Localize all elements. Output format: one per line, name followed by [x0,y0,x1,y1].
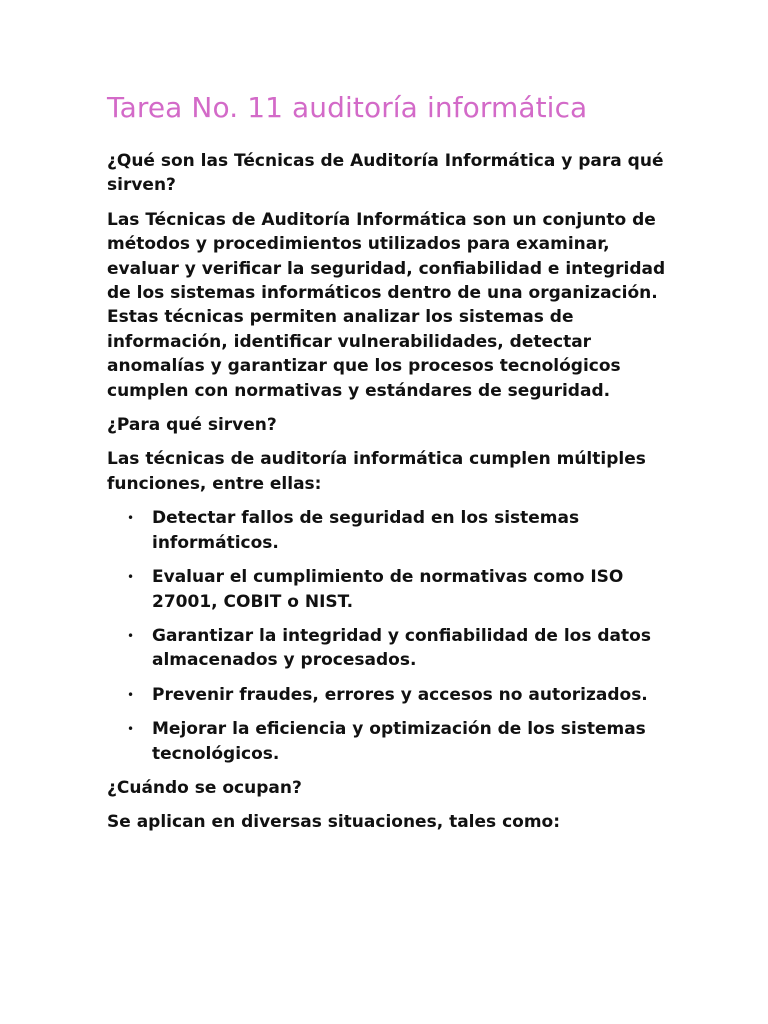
list-item [107,624,677,673]
paragraph-functions-intro: Las técnicas de auditoría informática cumplen múltiples funciones, entre ellas: [107,449,646,494]
list-item [107,683,677,707]
page-title: Tarea No. 11 auditoría informática [107,91,588,124]
document-page [107,88,677,845]
list-item-text: Prevenir fraudes, errores y accesos no autorizados. [152,684,648,705]
question-when-used: ¿Cuándo se ocupan? [107,777,302,798]
list-item [107,717,677,766]
bullet-dot-icon: • [127,628,135,643]
bullet-dot-icon: • [127,511,135,526]
list-item-text: Mejorar la eficiencia y optimización de los sistemas tecnológicos. [152,719,646,764]
list-item [107,506,677,555]
question-what-for: ¿Para qué sirven? [107,415,277,436]
list-item-text: Evaluar el cumplimiento de normativas como ISO 27001, COBIT o NIST. [152,567,624,612]
bullet-dot-icon: • [127,722,135,737]
list-item [107,565,677,614]
bullet-dot-icon: • [127,687,135,702]
functions-list [107,506,677,766]
bullet-dot-icon: • [127,570,135,585]
paragraph-definition: Las Técnicas de Auditoría Informática son un conjunto de métodos y procedimientos utilizados para examinar, evaluar y verificar la seguridad, confiabilidad e integridad de los sistemas informáticos dentro de una organización. Estas técnicas permiten analizar los sistemas de información, identificar vulnerabilidades, detectar anomalías y garantizar que los procesos tecnológicos cumplen con normativas y estándares de seguridad. [107,209,666,401]
list-item-text: Detectar fallos de seguridad en los sistemas informáticos. [152,508,580,553]
list-item-text: Garantizar la integridad y confiabilidad de los datos almacenados y procesados. [152,625,651,671]
paragraph-situations-intro: Se aplican en diversas situaciones, tales como: [107,812,561,833]
question-what-are: ¿Qué son las Técnicas de Auditoría Informática y para qué sirven? [107,151,664,196]
